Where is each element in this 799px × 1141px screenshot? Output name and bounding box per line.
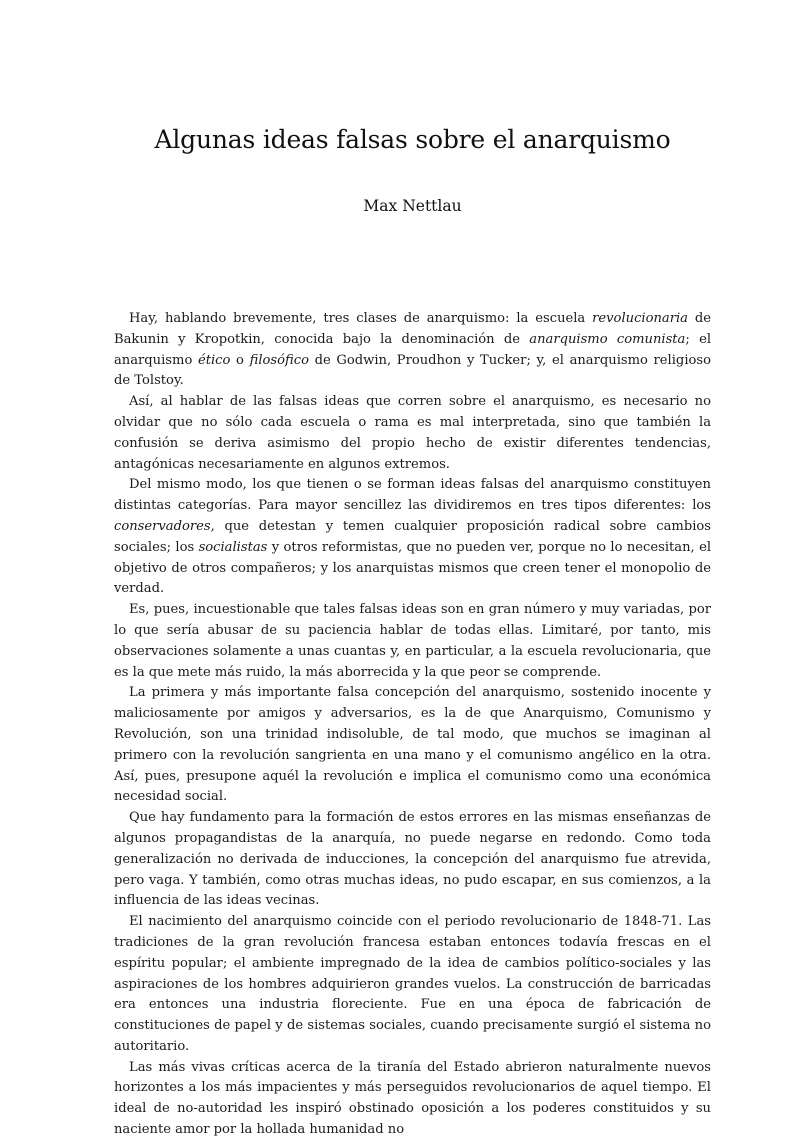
- paragraph-text: Así, al hablar de las falsas ideas que corren sobre el anarquismo, es necesario no olvidar que no sólo cada escuela o rama es mal interpretada, sino que también la confusión se deriva asimismo del propio hecho de existir diferentes tendencias, antagónicas necesariamente en algunos extremos.: [114, 394, 711, 472]
- emphasis-text: ético: [197, 352, 231, 368]
- emphasis-text: revolucionaria: [592, 311, 688, 326]
- paragraph: [114, 309, 711, 392]
- paragraph: [114, 808, 711, 912]
- paragraph-text: Del mismo modo, los que tienen o se forman ideas falsas del anarquismo constituyen distintas categorías. Para mayor sencillez las dividiremos en tres tipos diferentes: los: [114, 477, 711, 514]
- paragraph: [114, 475, 711, 600]
- emphasis-text: socialistas: [198, 539, 268, 555]
- paragraph: [114, 683, 711, 808]
- paragraph-text: , que detestan y temen cualquier proposición radical sobre cambios sociales; los: [114, 518, 711, 555]
- paragraph-text: Hay, hablando brevemente, tres clases de anarquismo: la escuela: [129, 311, 593, 326]
- paragraph-text: o: [230, 352, 250, 368]
- paragraph: [114, 600, 711, 683]
- paragraph: [114, 392, 711, 475]
- paragraph-text: La primera y más importante falsa concepción del anarquismo, sostenido inocente y maliciosamente por amigos y adversarios, es la de que Anarquismo, Comunismo y Revolución, son una trinidad indisoluble, de tal modo, que muchos se imaginan al primero con la revolución sangrienta en una mano y el comunismo angélico en la otra. Así, pues, presupone aquél la revolución e implica el comunismo como una económica necesidad social.: [114, 685, 711, 805]
- paragraph-text: ; el anarquismo: [114, 331, 712, 368]
- paragraph: [114, 912, 711, 1058]
- emphasis-text: anarquismo comunista: [529, 331, 686, 347]
- document-author: Max Nettlau: [363, 197, 462, 215]
- paragraph-text: Las más vivas críticas acerca de la tiranía del Estado abrieron naturalmente nuevos horizontes a los más impacientes y más perseguidos revolucionarios de aquel tiempo. El ideal de no-autoridad les inspiró obstinado oposición a los poderes constituidos y su naciente amor por la hollada humanidad no: [114, 1059, 711, 1138]
- emphasis-text: filosófico: [249, 352, 309, 368]
- paragraph: [114, 1058, 711, 1141]
- paragraph-text: El nacimiento del anarquismo coincide con el periodo revolucionario de 1848-71. Las tradiciones de la gran revolución francesa estaban entonces todavía frescas en el espíritu popular; el ambiente impregnado de la idea de cambios político-sociales y las aspiraciones de los hombres adquirieron grandes vuelos. La construcción de barricadas era entonces una industria floreciente. Fue en una época de fabricación de constituciones de papel y de sistemas sociales, cuando precisamente surgió el sistema no autoritario.: [114, 914, 711, 1054]
- paragraph-text: Es, pues, incuestionable que tales falsas ideas son en gran número y muy variadas, por lo que sería abusar de su paciencia hablar de todas ellas. Limitaré, por tanto, mis observaciones solamente a unas cuantas y, en particular, a la escuela revolucionaria, que es la que mete más ruido, la más aborrecida y la que peor se comprende.: [114, 602, 711, 680]
- paragraph-text: y otros reformistas, que no pueden ver, porque no lo necesitan, el objetivo de otros compañeros; y los anarquistas mismos que creen tener el monopolio de verdad.: [114, 539, 712, 597]
- paragraph-text: Que hay fundamento para la formación de estos errores en las mismas enseñanzas de algunos propagandistas de la anarquía, no puede negarse en redondo. Como toda generalización no derivada de inducciones, la concepción del anarquismo fue atrevida, pero vaga. Y también, como otras muchas ideas, no pudo escapar, en sus comienzos, a la influencia de las ideas vecinas.: [114, 810, 711, 909]
- body-text: [114, 309, 711, 1141]
- document-title: Algunas ideas falsas sobre el anarquismo: [154, 125, 671, 154]
- emphasis-text: conservadores: [114, 518, 211, 534]
- paragraph-text: de Godwin, Proudhon y Tucker; y, el anarquismo religioso de Tolstoy.: [114, 352, 711, 389]
- paragraph-text: de Bakunin y Kropotkin, conocida bajo la denominación de: [114, 311, 712, 347]
